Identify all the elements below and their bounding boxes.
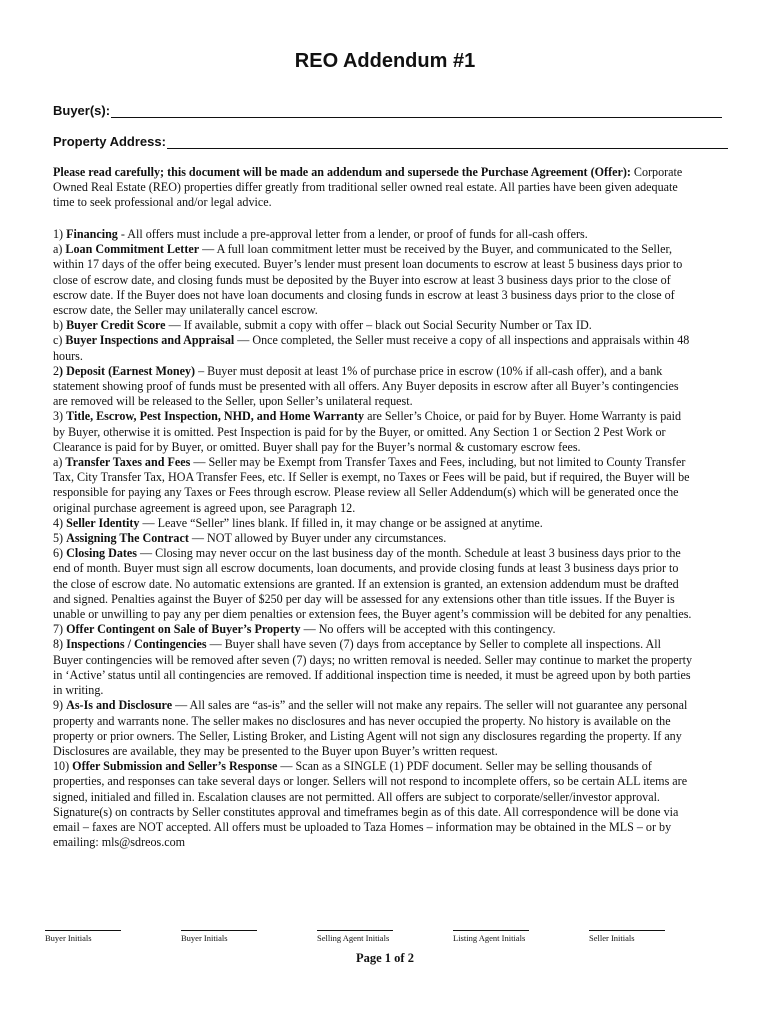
terms-list [53, 227, 693, 850]
listing-agent-initials[interactable]: Listing Agent Initials [453, 930, 530, 943]
intro-paragraph [53, 165, 693, 211]
term-item: 6) Closing Dates — Closing may never occur on the last business day of the month. Schedule at least 3 business days prior to the end of month. Buyer must sign all escrow documents, loan documents, and provide closing funds at least 3 business days prior to the close of escrow date. No automatic extensions are granted. If an extension is granted, an extension addendum must be drafted and signed. Penalties against the Buyer of $250 per day will be assessed for any extensions other than title issues. If the Buyer is unable or unwilling to pay any per diem penalties or extension fees, the Buyer agent’s commission will be debited for any penalties. [53, 546, 692, 622]
property-address-field [53, 134, 728, 149]
buyer-initials-2[interactable]: Buyer Initials [181, 930, 258, 943]
document-title: REO Addendum #1 [294, 50, 476, 72]
buyer-initials-1[interactable]: Buyer Initials [45, 930, 122, 943]
intro-text: Corporate Owned Real Estate (REO) properties differ greatly from traditional seller owned real estate. All parties have been given adequate time to seek professional and/or legal advice. [53, 165, 683, 210]
term-item: 1) Financing - All offers must include a pre-approval letter from a lender, or proof of funds for all-cash offers. [53, 227, 588, 241]
intro-bold-text: Please read carefully; this document will be made an addendum and supersede the Purchase Agreement (Offer): [53, 165, 631, 179]
term-item: 7) Offer Contingent on Sale of Buyer’s Property — No offers will be accepted with this contingency. [53, 622, 556, 637]
term-item: 5) Assigning The Contract — NOT allowed by Buyer under any circumstances. [53, 531, 447, 546]
buyers-label: Buyer(s): [53, 103, 111, 118]
term-item: 9) As-Is and Disclosure — All sales are “as-is” and the seller will not make any repairs. The seller will not guarantee any personal property and warrants none. The seller makes no disclosures and has never occupied the property. No history is available on the property or prior owners. The Seller, Listing Broker, and Listing Agent will not sign any disclosures regarding the property. If any Disclosures are available, they may be presented to the Buyer upon Buyer’s written request. [53, 698, 688, 758]
seller-initials[interactable]: Seller Initials [589, 930, 666, 943]
term-item: c) Buyer Inspections and Appraisal — Once completed, the Seller must receive a copy of all inspections and appraisals within 48 hours. [53, 333, 690, 363]
term-item: a) Transfer Taxes and Fees — Seller may be Exempt from Transfer Taxes and Fees, including, but not limited to County Transfer Tax, City Transfer Tax, HOA Transfer Fees, etc. If Seller is exempt, no Taxes or Fees will be paid, but if required, the Buyer will be responsible for paying any Taxes or Fees through escrow. Please review all Seller Addendum(s) which will be generated once the original purchase agreement is agreed upon, see Paragraph 12. [53, 455, 690, 515]
property-address-input-line[interactable] [167, 134, 728, 149]
term-item: 2) Deposit (Earnest Money) – Buyer must deposit at least 1% of purchase price in escrow (10% if all-cash offer), and a bank statement showing proof of funds must be presented with all offers. Any Buyer deposits in escrow after all Buyer’s contingencies are removed will be released to the Seller, upon Seller’s unilateral request. [53, 363, 679, 409]
page-number: Page 1 of 2 [356, 951, 414, 965]
term-item: a) Loan Commitment Letter — A full loan commitment letter must be received by the Buyer, and communicated to the Seller, within 17 days of the offer being executed. Buyer’s lender must present loan documents to escrow at least 5 business days prior to close of escrow date, and closing funds must be deposited by the Buyer into escrow at least 3 business days prior to the close of escrow date. If the Buyer does not have loan documents and closing funds in escrow at least 3 business days prior to the close of escrow date, the Seller may unilaterally cancel escrow. [53, 242, 683, 318]
term-item: 10) Offer Submission and Seller’s Response — Scan as a SINGLE (1) PDF document. Seller may be selling thousands of properties, and responses can take several days or longer. Sellers will not respond to incomplete offers, so be certain ALL items are signed, initialed and filled in. Escalation clauses are not permitted. All offers are subject to corporate/seller/investor approval. Signature(s) on contracts by Seller constitutes approval and timeframes begin as of this date. All correspondence will be done via email – faxes are NOT accepted. All offers must be uploaded to Taza Homes – information may be obtained in the MLS – or by emailing: mls@sdreos.com [53, 759, 688, 850]
property-address-label: Property Address: [53, 134, 166, 149]
term-item: 8) Inspections / Contingencies — Buyer shall have seven (7) days from acceptance by Seller to complete all inspections. All Buyer contingencies will be removed after seven (7) days; no written removal is needed. Seller may continue to market the property in ‘Active’ status until all contingencies are removed. If additional inspection time is needed, it must be agreed upon by both parties in writing. [53, 637, 693, 698]
term-item: b) Buyer Credit Score — If available, submit a copy with offer – black out Social Security Number or Tax ID. [53, 318, 592, 333]
term-item: 3) Title, Escrow, Pest Inspection, NHD, and Home Warranty are Seller’s Choice, or paid for by Buyer. Home Warranty is paid by Buyer, otherwise it is omitted. Pest Inspection is paid for by the Buyer, or omitted. Any Section 1 or Section 2 Pest Work or Clearance is paid for by Buyer, or omitted. Buyer shall pay for the Buyer’s normal & customary escrow fees. [53, 409, 682, 454]
buyers-field [53, 103, 722, 118]
term-item: 4) Seller Identity — Leave “Seller” lines blank. If filled in, it may change or be assigned at anytime. [53, 515, 543, 530]
buyers-input-line[interactable] [111, 103, 722, 118]
selling-agent-initials[interactable]: Selling Agent Initials [317, 930, 394, 943]
